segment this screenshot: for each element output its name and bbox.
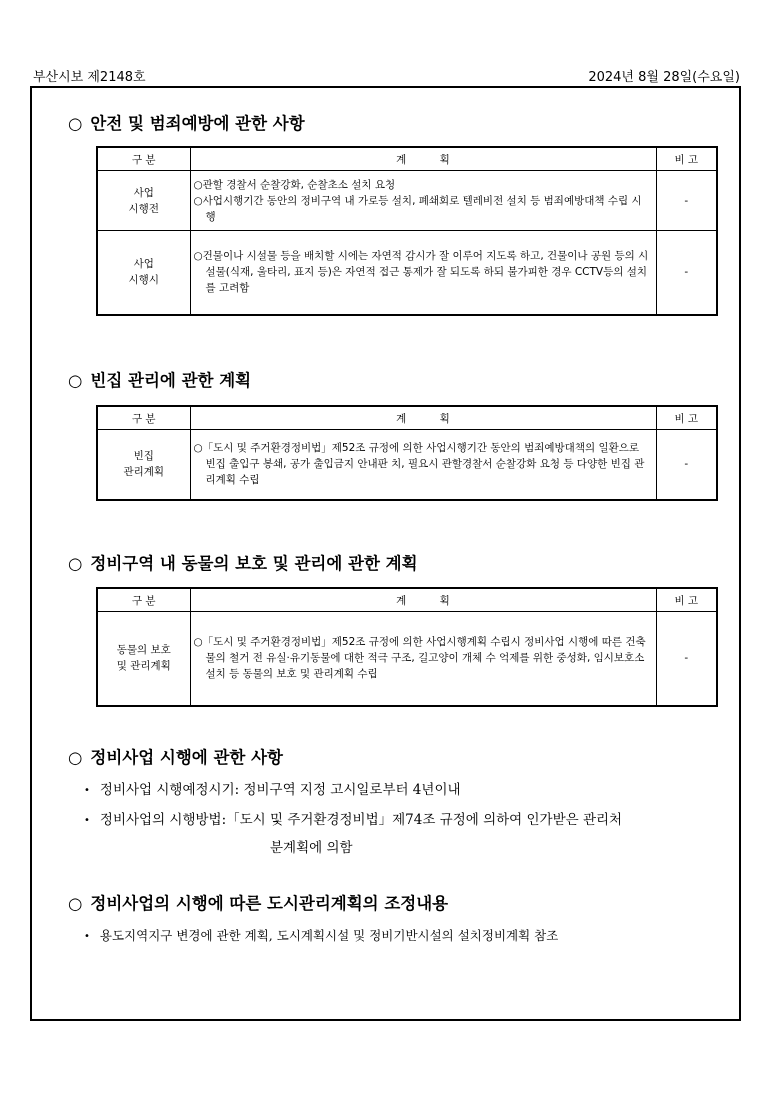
section3-title-text: 정비구역 내 동물의 보호 및 관리에 관한 계획 xyxy=(90,554,418,573)
row-category xyxy=(97,430,190,500)
category-line: 관리계획 xyxy=(123,466,165,479)
col-plan-header: 계 획 xyxy=(190,147,656,171)
list-item xyxy=(84,926,558,944)
category-line: 시행시 xyxy=(128,274,159,287)
category-line: 동물의 보호 xyxy=(116,644,171,657)
plan-item: ○「도시 및 주거환경정비법」제52조 규정에 의한 사업시행기간 동안의 범죄예방대책의 일환으로 빈집 출입구 봉쇄, 공가 출입금지 안내판 치, 필요시 관할경찰서 순찰강화 요청 등 다양한 빈집 관리계획 수립 xyxy=(193,442,645,487)
circle-mark-icon: ○ xyxy=(68,114,83,133)
row-plan xyxy=(190,430,656,500)
row-plan xyxy=(190,171,656,231)
circle-mark-icon: ○ xyxy=(68,554,83,573)
category-line: 사업 xyxy=(133,186,154,199)
section4-title-text: 정비사업 시행에 관한 사항 xyxy=(90,748,283,767)
row-plan xyxy=(190,231,656,315)
vacant-house-table xyxy=(96,405,718,501)
list-item xyxy=(84,808,622,828)
safety-plan-table xyxy=(96,146,718,316)
category-line: 사업 xyxy=(133,258,154,271)
circle-mark-icon: ○ xyxy=(68,371,83,390)
bullet-icon: • xyxy=(84,815,90,826)
col-category-header: 구 분 xyxy=(97,147,190,171)
col-note-header: 비 고 xyxy=(656,406,717,430)
table-header-row xyxy=(97,588,717,612)
bullet-text: 정비사업의 시행방법:「도시 및 주거환경정비법」제74조 규정에 의하여 인가받은 관리처 xyxy=(99,812,623,828)
bulletin-issue: 부산시보 제2148호 xyxy=(33,70,146,85)
category-line: 빈집 xyxy=(133,450,154,463)
section1-title xyxy=(68,110,305,134)
col-note-header: 비 고 xyxy=(656,147,717,171)
col-note-header: 비 고 xyxy=(656,588,717,612)
plan-item: ○건물이나 시설물 등을 배치할 시에는 자연적 감시가 잘 이루어 지도록 하고, 건물이나 공원 등의 시설물(식재, 울타리, 표지 등)은 자연적 접근 통제가 잘 되도록 하되 불가피한 경우 CCTV등의 설치를 고려함 xyxy=(193,250,649,295)
list-item xyxy=(84,778,461,798)
circle-mark-icon: ○ xyxy=(68,748,83,767)
row-category xyxy=(97,612,190,706)
plan-item: ○「도시 및 주거환경정비법」제52조 규정에 의한 사업시행계획 수립시 정비사업 시행에 따른 건축물의 철거 전 유실·유기동물에 대한 적극 구조, 길고양이 개체 수 억제를 위한 중성화, 임시보호소 설치 등 동물의 보호 및 관리계획 수립 xyxy=(193,636,646,681)
col-category-header: 구 분 xyxy=(97,588,190,612)
table-row xyxy=(97,612,717,706)
row-note: - xyxy=(656,231,717,315)
bullet-text: 정비사업 시행예정시기: 정비구역 지정 고시일로부터 4년이내 xyxy=(99,782,461,798)
plan-item: ○사업시행기간 동안의 정비구역 내 가로등 설치, 폐쇄회로 텔레비전 설치 등 범죄예방대책 수립 시행 xyxy=(193,194,642,223)
table-row xyxy=(97,231,717,315)
row-category xyxy=(97,171,190,231)
row-plan xyxy=(190,612,656,706)
category-line: 및 관리계획 xyxy=(116,660,171,673)
animal-protection-table xyxy=(96,587,718,707)
bullet-icon: • xyxy=(84,785,90,796)
section2-title xyxy=(68,367,251,391)
col-plan-header: 계 획 xyxy=(190,406,656,430)
row-category xyxy=(97,231,190,315)
section1-title-text: 안전 및 범죄예방에 관한 사항 xyxy=(90,114,305,133)
plan-item: ○관할 경찰서 순찰강화, 순찰초소 설치 요청 xyxy=(193,178,396,191)
table-header-row xyxy=(97,406,717,430)
circle-mark-icon: ○ xyxy=(68,894,83,913)
section5-title-text: 정비사업의 시행에 따른 도시관리계획의 조정내용 xyxy=(90,894,449,913)
bullet-icon: • xyxy=(84,931,90,942)
table-header-row xyxy=(97,147,717,171)
table-row xyxy=(97,430,717,500)
bullet-text: 용도지역지구 변경에 관한 계획, 도시계획시설 및 정비기반시설의 설치정비계획 참조 xyxy=(99,928,559,943)
section4-title xyxy=(68,744,283,768)
table-row xyxy=(97,171,717,231)
row-note: - xyxy=(656,612,717,706)
row-note: - xyxy=(656,171,717,231)
bullet-continuation: 분계획에 의함 xyxy=(270,840,353,856)
row-note: - xyxy=(656,430,717,500)
col-category-header: 구 분 xyxy=(97,406,190,430)
category-line: 시행전 xyxy=(128,202,159,215)
col-plan-header: 계 획 xyxy=(190,588,656,612)
section2-title-text: 빈집 관리에 관한 계획 xyxy=(90,371,252,390)
section5-title xyxy=(68,890,448,914)
section3-title xyxy=(68,550,418,574)
publication-date: 2024년 8월 28일(수요일) xyxy=(588,70,740,85)
